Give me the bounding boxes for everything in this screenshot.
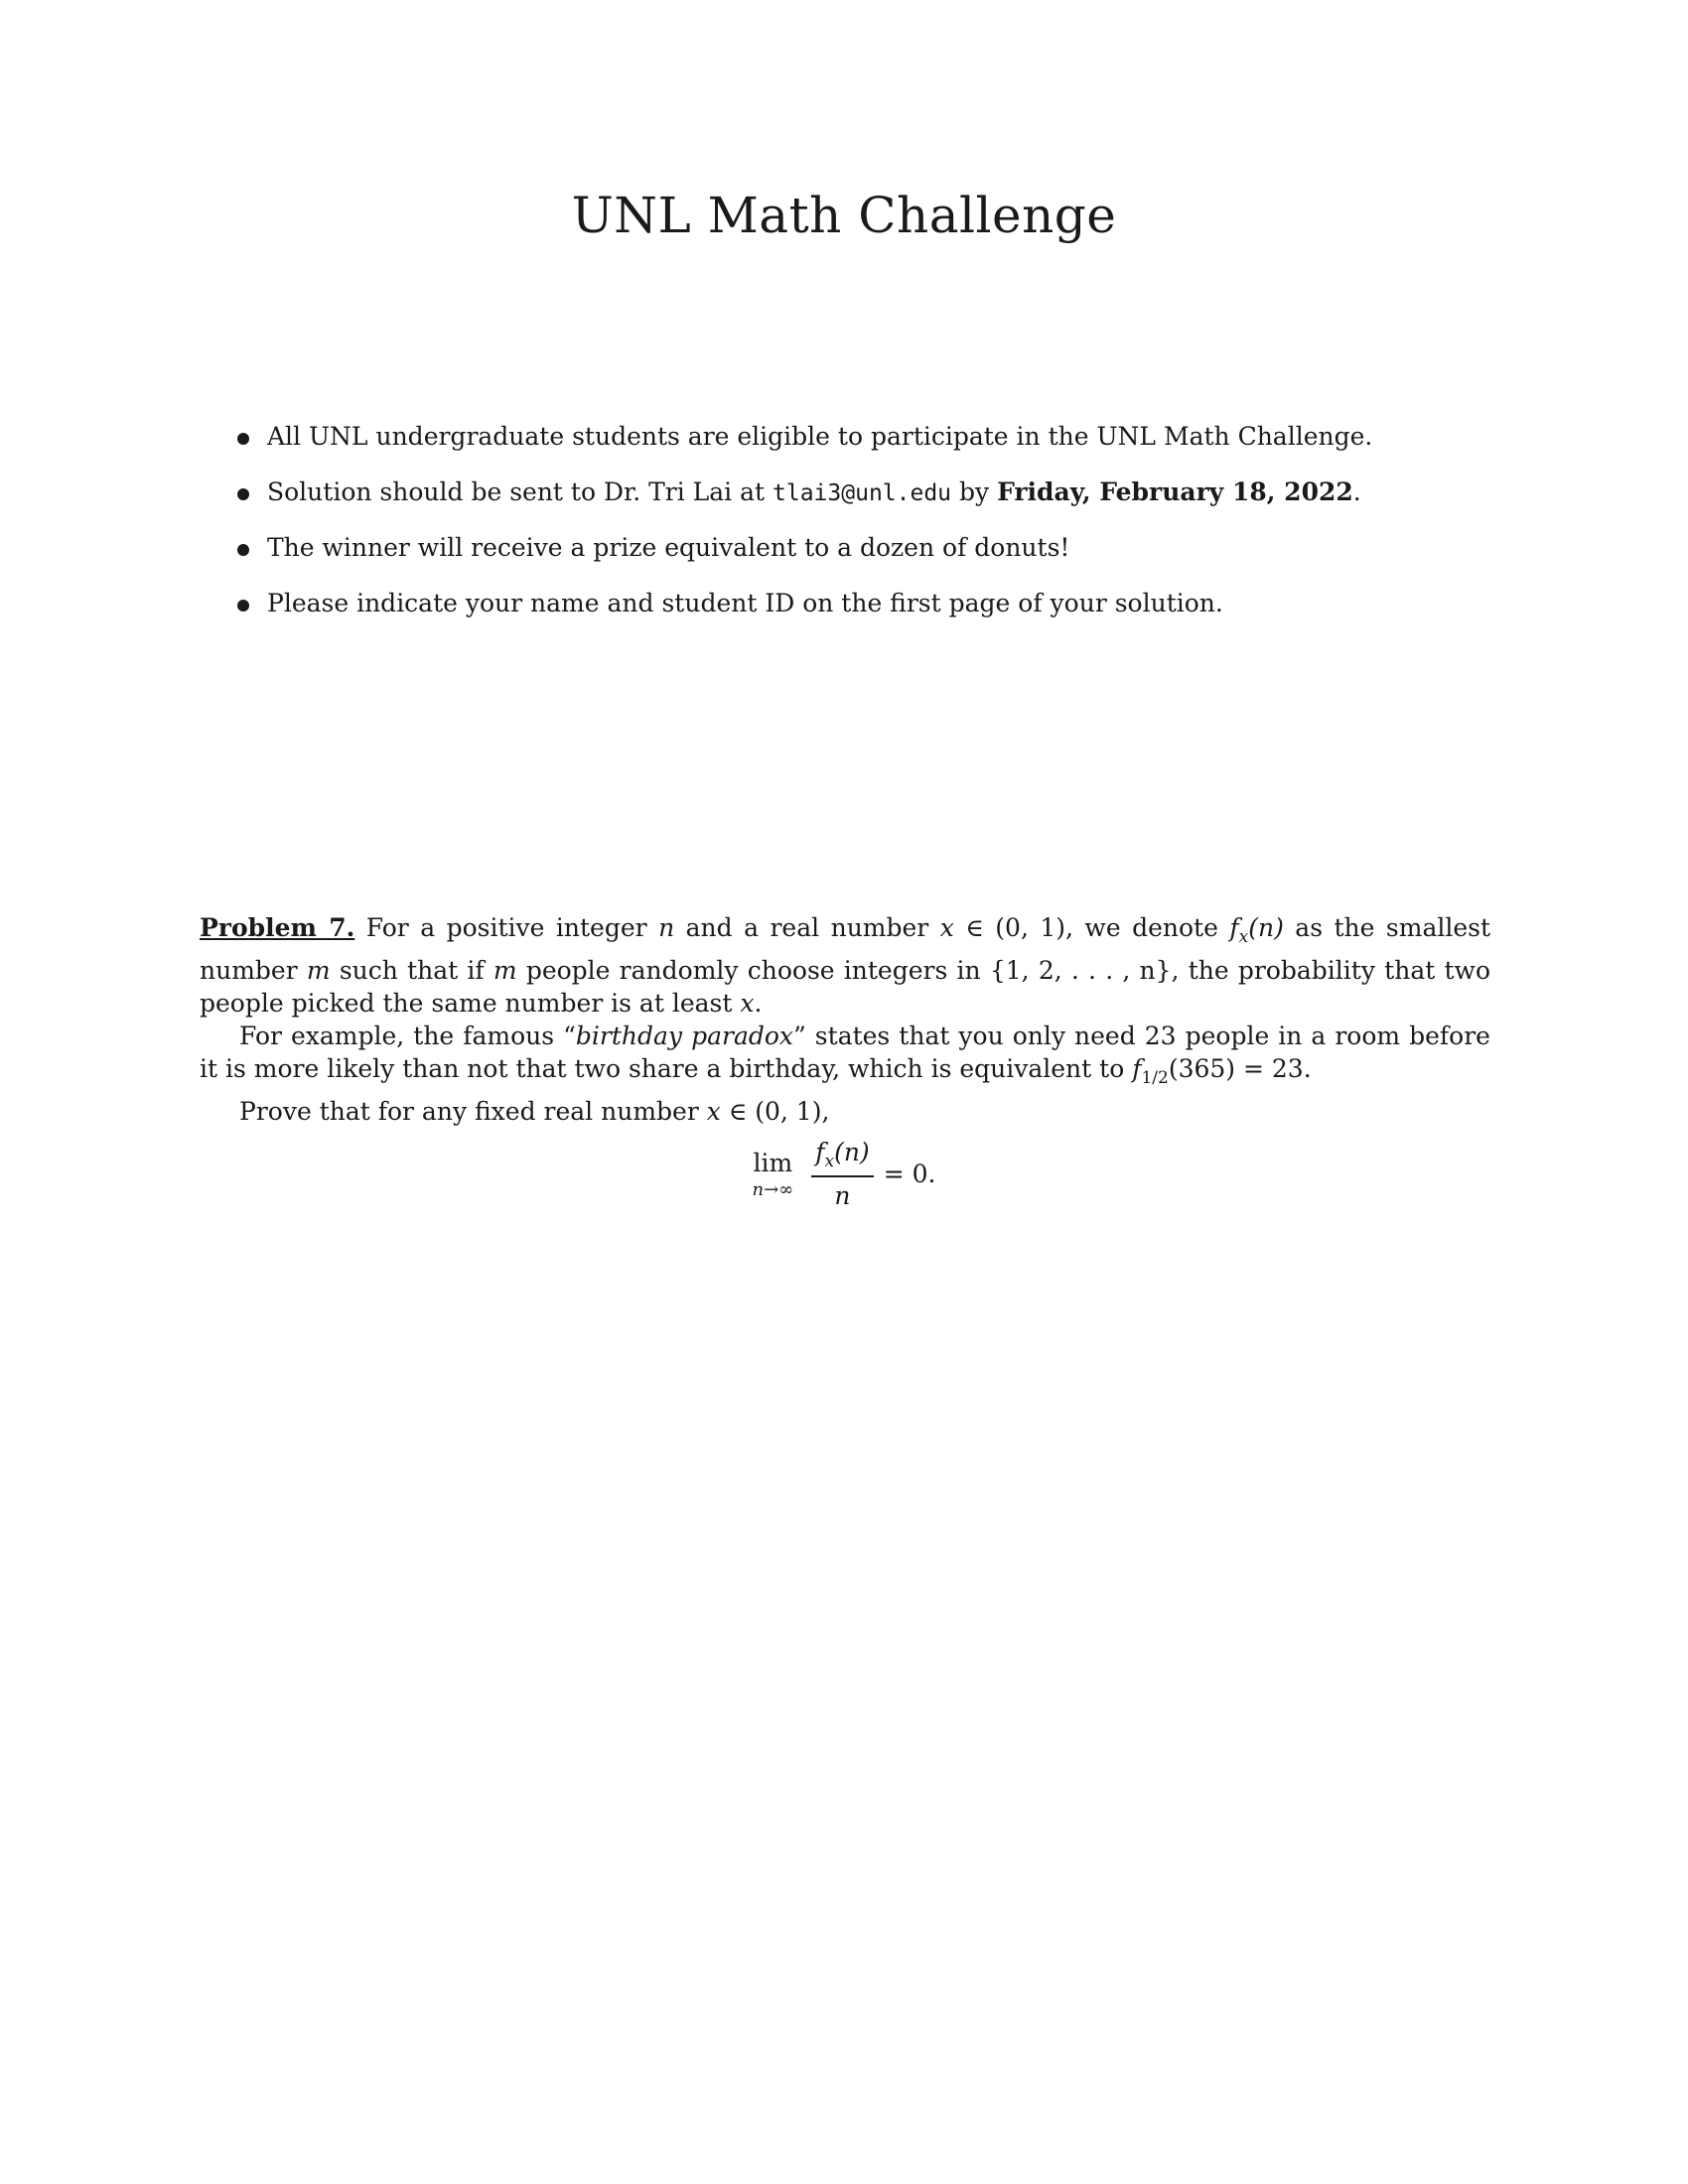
math-arg: (n) [1248, 913, 1284, 942]
problem-label: Problem 7. [200, 913, 355, 942]
text-run: (365) = 23. [1168, 1054, 1312, 1083]
rule-text-prefix: Solution should be sent to Dr. Tri Lai at [267, 478, 774, 506]
rule-item [233, 584, 1465, 639]
bullet-icon [237, 600, 249, 612]
rule-item [233, 528, 1465, 584]
math-var: x [939, 913, 954, 942]
text-run: such that if [330, 956, 493, 985]
deadline: Friday, February 18, 2022 [997, 478, 1353, 506]
math-subscript: x [824, 1152, 835, 1171]
text-run: ” states that you only need 23 people in a room before it is more likely than not that two share a birthday, which is equivalent to [200, 1022, 1490, 1083]
formula-rhs: = 0. [883, 1160, 936, 1188]
problem-paragraph-1 [200, 911, 1490, 1020]
text-run: as the smallest number [200, 913, 1491, 985]
problem-paragraph-2 [200, 1020, 1490, 1095]
text-run: . [754, 989, 763, 1018]
math-var: m [492, 956, 517, 985]
rule-text: All UNL undergraduate students are eligible to participate in the UNL Math Challenge. [267, 422, 1373, 451]
page-title: UNL Math Challenge [571, 187, 1117, 244]
fraction-denominator: n [834, 1181, 851, 1210]
math-var: x [706, 1097, 721, 1126]
math-func: f [815, 1138, 825, 1166]
math-var: n [658, 913, 675, 942]
bullet-icon [237, 433, 249, 445]
math-func: f [1229, 913, 1239, 942]
text-run: For example, the famous “ [239, 1022, 576, 1050]
rule-item [233, 473, 1465, 528]
limit-formula [0, 1138, 1688, 1210]
rule-text-middle: by [951, 478, 998, 506]
problem-statement [200, 911, 1490, 1128]
rule-text-suffix: . [1352, 478, 1361, 506]
math-var: m [306, 956, 331, 985]
text-run: ∈ (0, 1), we denote [953, 913, 1230, 942]
emphasis: birthday paradox [575, 1022, 793, 1050]
text-run: people randomly choose integers in {1, 2, . . . , n}, the probability that two people picked the same number is at least [200, 956, 1490, 1018]
fraction [811, 1138, 873, 1210]
limit-label: lim [753, 1148, 793, 1177]
rule-text: Please indicate your name and student ID on the first page of your solution. [267, 589, 1223, 617]
math-var: x [740, 989, 755, 1018]
contact-email[interactable]: tlai3@unl.edu [773, 480, 952, 506]
bullet-icon [237, 488, 249, 500]
fraction-numerator [811, 1138, 873, 1177]
math-subscript: x [1238, 927, 1249, 947]
math-func: f [1132, 1054, 1142, 1083]
problem-paragraph-3 [200, 1095, 1490, 1128]
text-run: For a positive integer [354, 913, 659, 942]
text-run: ∈ (0, 1), [720, 1097, 830, 1126]
rule-item [233, 417, 1465, 473]
math-arg: (n) [834, 1138, 870, 1166]
text-run: and a real number [674, 913, 940, 942]
bullet-icon [237, 544, 249, 556]
rules-list [233, 417, 1465, 639]
rule-text: The winner will receive a prize equivalent to a dozen of donuts! [267, 533, 1070, 562]
limit-operator [753, 1149, 794, 1200]
text-run: Prove that for any fixed real number [239, 1097, 707, 1126]
limit-subscript: n→∞ [752, 1178, 794, 1200]
math-subscript: 1/2 [1141, 1068, 1169, 1088]
